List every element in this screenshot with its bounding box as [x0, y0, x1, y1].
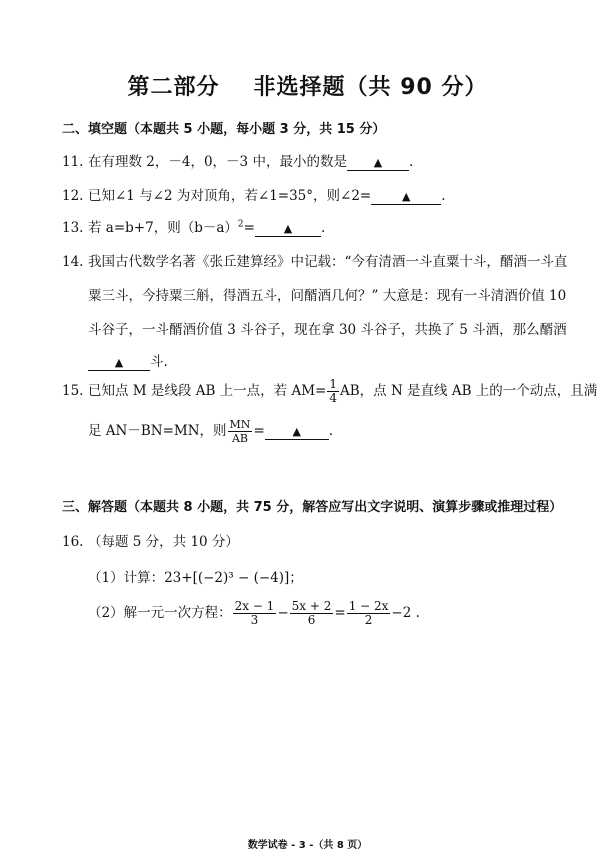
part-title: [0, 70, 615, 101]
question-15-line-1: 15. 已知点 M 是线段 AB 上一点，若 AM= $\frac{1}{4}$ AB，点 N 是直线 AB 上的一个动点，且满: [62, 377, 598, 405]
question-15-line-2: 足 AN－BN=MN，则 $\frac{MN}{AB}$ = ▲ .: [88, 418, 334, 445]
answer-blank: [371, 189, 441, 205]
triangle-icon: ▲: [402, 190, 411, 203]
page-footer: 数学试卷 - 3 -（共 8 页）: [247, 840, 368, 851]
answer-blank: [347, 155, 409, 171]
question-13: 13. 若 a=b+7，则$(b-a)^2=$ ▲ .: [62, 219, 326, 236]
part-title-right: 非选择题（共 90 分）: [253, 75, 488, 100]
fraction-one-quarter: $\frac{1}{4}$: [329, 377, 337, 405]
fraction-2x-minus-1-over-3: $\frac{2x - 1}{3}$: [234, 599, 275, 627]
question-12: 12. 已知∠1 与∠2 为对顶角，若∠1=35°，则∠2= ▲ .: [62, 188, 446, 204]
triangle-icon: ▲: [114, 356, 124, 369]
part-title-left: 第二部分: [127, 75, 220, 100]
fraction-5x-plus-2-over-6: $\frac{5x + 2}{6}$: [291, 599, 332, 627]
question-16: 16. （每题 5 分，共 10 分）: [62, 534, 239, 550]
answer-blank: [265, 424, 329, 440]
triangle-icon: ▲: [373, 156, 383, 169]
answer-blank: [255, 221, 321, 237]
question-14-line-4: ▲ 斗.: [88, 350, 168, 371]
fraction-mn-ab: $\frac{MN}{AB}$: [229, 418, 251, 445]
section-fill-in-header: 二、填空题（本题共 5 小题，每小题 3 分，共 15 分）: [62, 122, 386, 137]
question-16-part-1: （1）计算：23+[(−2)³ − (−4)]；: [88, 570, 303, 586]
fraction-1-minus-2x-over-2: $\frac{1 - 2x}{2}$: [348, 599, 389, 627]
answer-blank: [88, 355, 150, 371]
triangle-icon: ▲: [292, 425, 301, 438]
question-14-line-3: 斗谷子，一斗醑酒价值 3 斗谷子，现在拿 30 斗谷子，共换了 5 斗酒，那么醑酒: [88, 322, 567, 338]
triangle-icon: ▲: [283, 222, 293, 235]
question-11: 11. 在有理数 2，－4，0，－3 中，最小的数是 ▲ .: [62, 154, 414, 170]
section-answer-header: 三、解答题（本题共 8 小题，共 75 分，解答应写出文字说明、演算步骤或推理过程）: [62, 500, 563, 515]
question-16-part-2: （2）解一元一次方程： $\frac{2x - 1}{3}$ − $\frac{5x + 2}{6}$ = $\frac{1 - 2x}{2}$ −2 .: [88, 599, 420, 627]
question-14-line-2: 粟三斗，今持粟三斛，得酒五斗，问醑酒几何？” 大意是：现有一斗清酒价值 10: [88, 288, 567, 304]
question-14-line-1: 14. 我国古代数学名著《张丘建算经》中记载：“今有清酒一斗直粟十斗，醑酒一斗直: [62, 254, 568, 270]
